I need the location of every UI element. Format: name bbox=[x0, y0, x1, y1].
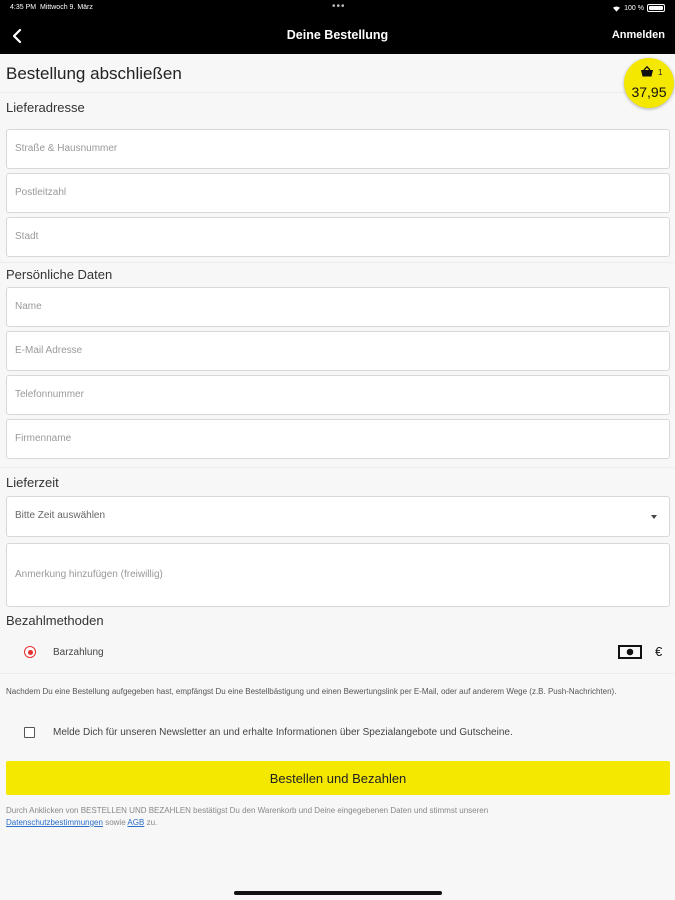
street-placeholder: Straße & Hausnummer bbox=[15, 143, 118, 154]
name-input[interactable] bbox=[6, 287, 670, 327]
terms-link[interactable]: AGB bbox=[127, 817, 145, 827]
cart-count: 1 bbox=[658, 68, 663, 77]
name-placeholder: Name bbox=[15, 301, 42, 312]
nav-bar bbox=[0, 18, 675, 54]
delivery-time-value: Bitte Zeit auswählen bbox=[15, 510, 106, 521]
payment-methods-heading: Bezahlmethoden bbox=[6, 613, 104, 628]
email-input[interactable] bbox=[6, 331, 670, 371]
delivery-address-heading: Lieferadresse bbox=[6, 100, 85, 115]
newsletter-label[interactable]: Melde Dich für unseren Newsletter an und erhalte Informationen über Spezialangebote und Gutscheine. bbox=[53, 727, 513, 738]
company-input[interactable] bbox=[6, 419, 670, 459]
battery-percentage: 100 % bbox=[624, 4, 644, 12]
login-button[interactable]: Anmelden bbox=[611, 29, 665, 41]
status-time: 4:35 PM Mittwoch 9. März bbox=[10, 4, 93, 11]
remark-textarea[interactable] bbox=[6, 543, 670, 607]
section-divider bbox=[0, 262, 675, 263]
newsletter-checkbox[interactable] bbox=[24, 727, 35, 738]
delivery-time-select[interactable] bbox=[6, 496, 670, 537]
legal-middle: sowie bbox=[105, 817, 126, 827]
cash-payment-label[interactable]: Barzahlung bbox=[53, 647, 104, 658]
legal-suffix: zu. bbox=[146, 817, 158, 827]
wifi-icon bbox=[612, 5, 621, 12]
company-placeholder: Firmenname bbox=[15, 433, 72, 444]
dropdown-caret-icon bbox=[651, 515, 657, 519]
zip-input[interactable] bbox=[6, 173, 670, 213]
legal-prefix: Durch Anklicken von BESTELLEN UND BEZAHLEN bestätigst Du den Warenkorb und Deine eingegebenen Daten und stimmst unseren bbox=[6, 806, 489, 815]
personal-data-heading: Persönliche Daten bbox=[6, 267, 113, 282]
title-divider bbox=[0, 92, 675, 93]
status-bar bbox=[0, 0, 675, 18]
home-indicator[interactable] bbox=[234, 891, 442, 895]
delivery-time-heading: Lieferzeit bbox=[6, 475, 59, 490]
phone-input[interactable] bbox=[6, 375, 670, 415]
multitasking-dots[interactable]: ••• bbox=[332, 1, 346, 12]
email-placeholder: E-Mail Adresse bbox=[15, 345, 83, 356]
privacy-policy-link[interactable]: Datenschutzbestimmungen bbox=[6, 817, 103, 827]
street-input[interactable] bbox=[6, 129, 670, 169]
phone-placeholder: Telefonnummer bbox=[15, 389, 84, 400]
cash-payment-radio[interactable] bbox=[24, 646, 36, 658]
order-info-text: Nachdem Du eine Bestellung aufgegeben hast, empfängst Du eine Bestellbästigung und einen Bewertungslink per E-Mail, oder auf anderem Wege (z.B. Push-Nachrichten). bbox=[6, 687, 617, 696]
euro-icon: € bbox=[655, 644, 663, 659]
zip-placeholder: Postleitzahl bbox=[15, 187, 67, 198]
cart-total: 37,95 bbox=[631, 84, 667, 100]
city-placeholder: Stadt bbox=[15, 231, 39, 242]
page-title: Bestellung abschließen bbox=[6, 64, 182, 83]
status-right bbox=[612, 4, 665, 12]
order-and-pay-button[interactable]: Bestellen und Bezahlen bbox=[6, 761, 670, 795]
section-divider bbox=[0, 467, 675, 468]
section-divider bbox=[0, 673, 675, 674]
remark-placeholder: Anmerkung hinzufügen (freiwillig) bbox=[15, 569, 163, 580]
city-input[interactable] bbox=[6, 217, 670, 257]
battery-icon bbox=[647, 4, 665, 12]
cart-badge[interactable] bbox=[624, 58, 674, 108]
cash-icon bbox=[618, 645, 642, 659]
nav-title: Deine Bestellung bbox=[286, 28, 389, 42]
basket-icon bbox=[640, 66, 654, 77]
legal-text bbox=[6, 805, 666, 828]
